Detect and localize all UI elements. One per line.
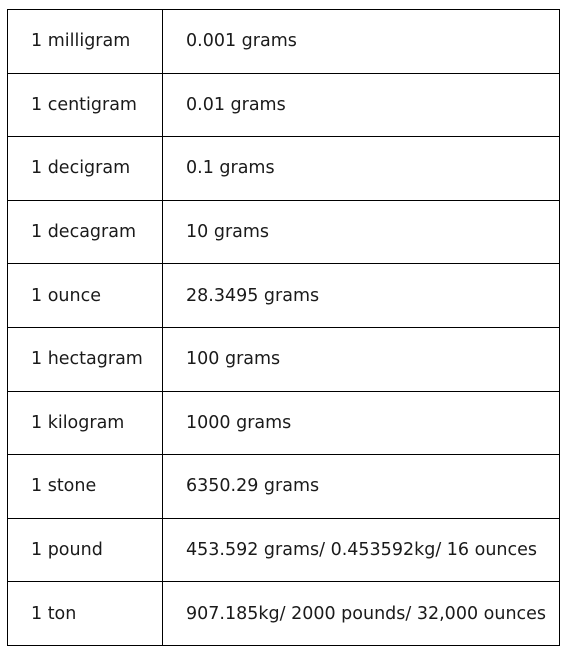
- value-cell: 0.01 grams: [163, 73, 560, 137]
- table-row: [8, 137, 560, 201]
- unit-cell: 1 centigram: [8, 73, 163, 137]
- value-cell: 907.185kg/ 2000 pounds/ 32,000 ounces: [163, 582, 560, 646]
- table-row: [8, 391, 560, 455]
- table-row: [8, 327, 560, 391]
- unit-cell: 1 ounce: [8, 264, 163, 328]
- unit-cell: 1 decagram: [8, 200, 163, 264]
- value-cell: 10 grams: [163, 200, 560, 264]
- value-cell: 0.1 grams: [163, 137, 560, 201]
- table-row: [8, 264, 560, 328]
- unit-cell: 1 pound: [8, 518, 163, 582]
- value-cell: 1000 grams: [163, 391, 560, 455]
- unit-cell: 1 kilogram: [8, 391, 163, 455]
- value-cell: 6350.29 grams: [163, 455, 560, 519]
- table-row: [8, 518, 560, 582]
- unit-cell: 1 stone: [8, 455, 163, 519]
- unit-cell: 1 milligram: [8, 10, 163, 74]
- weight-conversion-table: [7, 9, 560, 646]
- value-cell: 100 grams: [163, 327, 560, 391]
- unit-cell: 1 hectagram: [8, 327, 163, 391]
- unit-cell: 1 ton: [8, 582, 163, 646]
- table-row: [8, 455, 560, 519]
- value-cell: 28.3495 grams: [163, 264, 560, 328]
- table-row: [8, 73, 560, 137]
- value-cell: 0.001 grams: [163, 10, 560, 74]
- unit-cell: 1 decigram: [8, 137, 163, 201]
- table-row: [8, 200, 560, 264]
- table-row: [8, 582, 560, 646]
- table-row: [8, 10, 560, 74]
- value-cell: 453.592 grams/ 0.453592kg/ 16 ounces: [163, 518, 560, 582]
